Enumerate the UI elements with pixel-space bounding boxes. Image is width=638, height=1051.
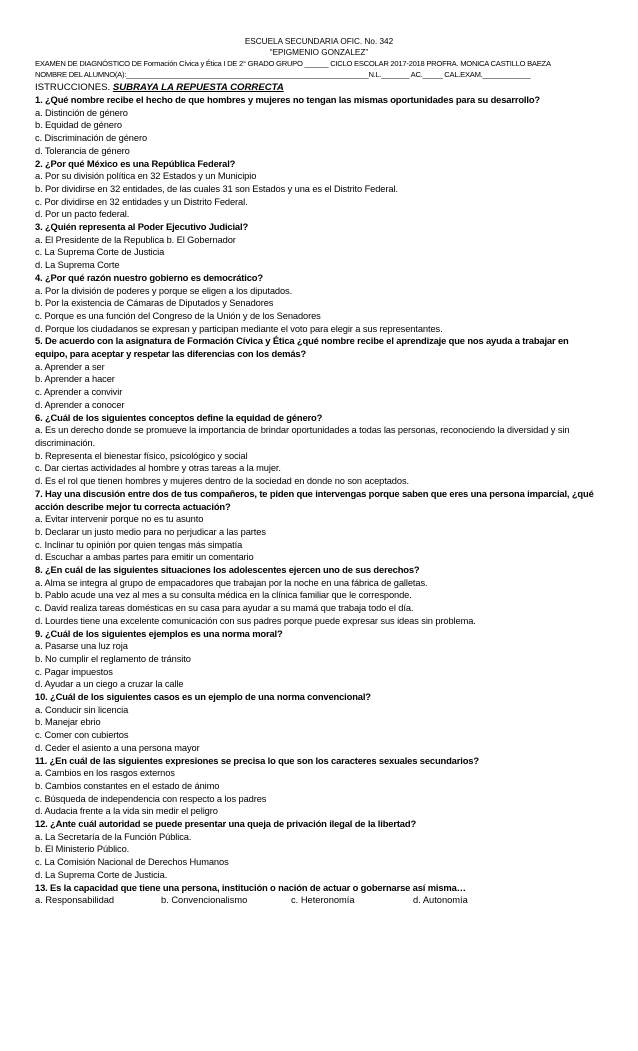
answer-option[interactable]: c. Inclinar tu opinión por quien tengas más simpatía	[35, 539, 243, 550]
question-text: 7. Hay una discusión entre dos de tus compañeros, te piden que intervengas porque saben que eres una persona imparcial, ¿qué acción describe mejor tu correcta actuación?	[35, 487, 594, 512]
answer-option[interactable]: a. Aprender a ser	[35, 361, 105, 372]
question-12	[35, 818, 603, 882]
question-text: 3. ¿Quién representa al Poder Ejecutivo Judicial?	[35, 221, 249, 233]
answer-option[interactable]: a. Alma se integra al grupo de empacadores que trabajan por la noche en una fábrica de galletas.	[35, 577, 428, 588]
school-name: “EPIGMENIO GONZALEZ”	[269, 48, 369, 57]
answer-option[interactable]: a. Conducir sin licencia	[35, 704, 129, 715]
question-4	[35, 272, 603, 336]
question-11	[35, 755, 603, 819]
question-text: 4. ¿Por qué razón nuestro gobierno es democrático?	[35, 271, 263, 283]
answer-option[interactable]: a. Evitar intervenir porque no es tu asunto	[35, 514, 204, 525]
question-10	[35, 691, 603, 755]
exam-page	[35, 36, 603, 907]
answer-option[interactable]: c. Dar ciertas actividades al hombre y otras tareas a la mujer.	[35, 463, 281, 474]
question-text: 1. ¿Qué nombre recibe el hecho de que hombres y mujeres no tengan las mismas oportunidades para su desarrollo?	[35, 94, 540, 105]
answer-option[interactable]: b. Pablo acude una vez al mes a su consulta médica en la clínica familiar que le corresponde.	[35, 590, 412, 601]
question-text: 10. ¿Cuál de los siguientes casos es un ejemplo de una norma convencional?	[35, 691, 371, 703]
answer-option[interactable]: d. Es el rol que tienen hombres y mujeres dentro de la sociedad en donde no son aceptados.	[35, 476, 409, 487]
question-8	[35, 564, 603, 628]
student-name-line: NOMBRE DEL ALUMNO(A):_____________________________________________________________N.L._______ AC._____ CAL.EXAM.____________	[35, 70, 531, 79]
question-13	[35, 882, 603, 907]
instructions	[35, 82, 603, 94]
answer-option[interactable]: b. Por dividirse en 32 entidades, de las cuales 31 son Estados y una es el Distrito Federal.	[35, 183, 398, 194]
question-2	[35, 158, 603, 222]
question-9	[35, 628, 603, 692]
answer-option[interactable]: d. Por un pacto federal.	[35, 209, 130, 220]
answer-option[interactable]: a. El Presidente de la Republica b. El Gobernador	[35, 234, 236, 245]
answer-option[interactable]: b. Convencionalismo	[161, 895, 248, 906]
question-text: 12. ¿Ante cuál autoridad se puede presentar una queja de privación ilegal de la libertad?	[35, 818, 417, 830]
answer-option[interactable]: b. Aprender a hacer	[35, 374, 115, 385]
answer-option[interactable]: d. Lourdes tiene una excelente comunicación con sus padres porque puede expresar sus ideas sin problema.	[35, 615, 476, 626]
answer-option[interactable]: d. Ceder el asiento a una persona mayor	[35, 742, 200, 753]
question-5	[35, 335, 603, 411]
question-7	[35, 488, 603, 564]
answer-option[interactable]: a. La Secretaría de la Función Pública.	[35, 831, 192, 842]
answer-option[interactable]: b. Manejar ebrio	[35, 717, 101, 728]
answer-option[interactable]: c. Por dividirse en 32 entidades y un Distrito Federal.	[35, 196, 248, 207]
answer-option[interactable]: b. Cambios constantes en el estado de ánimo	[35, 780, 220, 791]
question-3	[35, 221, 603, 272]
question-text: 13. Es la capacidad que tiene una persona, institución o nación de actuar o gobernarse así misma…	[35, 881, 466, 893]
answer-option[interactable]: c. La Suprema Corte de Justicia	[35, 247, 165, 258]
question-text: 11. ¿En cuál de las siguientes expresiones se precisa lo que son los caracteres sexuales secundarios?	[35, 754, 479, 766]
answer-option[interactable]: d. Porque los ciudadanos se expresan y participan mediante el voto para elegir a sus representantes.	[35, 323, 443, 334]
answer-option[interactable]: a. Cambios en los rasgos externos	[35, 768, 175, 779]
instructions-text: SUBRAYA LA REPUESTA CORRECTA	[112, 82, 284, 93]
answer-option[interactable]: d. Autonomía	[413, 895, 468, 906]
question-text: 2. ¿Por qué México es una República Federal?	[35, 157, 236, 169]
answer-option[interactable]: b. No cumplir el reglamento de tránsito	[35, 653, 191, 664]
answer-option[interactable]: a. Por la división de poderes y porque se eligen a los diputados.	[35, 285, 293, 296]
question-text: 5. De acuerdo con la asignatura de Formación Cívica y Ética ¿qué nombre recibe el aprendizaje que nos ayuda a trabajar en equipo, para aceptar y respetar las diferencias con los demás?	[35, 335, 569, 360]
answer-option[interactable]: b. Declarar un justo medio para no perjudicar a las partes	[35, 526, 266, 537]
question-text: 9. ¿Cuál de los siguientes ejemplos es una norma moral?	[35, 627, 283, 639]
answer-option[interactable]: b. El Ministerio Público.	[35, 844, 130, 855]
answer-option[interactable]: c. Porque es una función del Congreso de la Unión y de los Senadores	[35, 310, 321, 321]
answer-option[interactable]: a. Es un derecho donde se promueve la importancia de brindar oportunidades a todas las personas, reconociendo la diversidad y sin discriminación.	[35, 425, 570, 448]
answer-options-row	[35, 894, 603, 907]
answer-option[interactable]: c. La Comisión Nacional de Derechos Humanos	[35, 857, 229, 868]
question-text: 6. ¿Cuál de los siguientes conceptos define la equidad de género?	[35, 411, 323, 423]
answer-option[interactable]: b. Por la existencia de Cámaras de Diputados y Senadores	[35, 298, 274, 309]
answer-option[interactable]: a. Pasarse una luz roja	[35, 641, 128, 652]
answer-option[interactable]: d. La Suprema Corte de Justicia.	[35, 869, 168, 880]
answer-option[interactable]: d. Aprender a conocer	[35, 399, 125, 410]
answer-option[interactable]: c. Búsqueda de independencia con respecto a los padres	[35, 793, 267, 804]
answer-option[interactable]: a. Por su división política en 32 Estados y un Municipio	[35, 171, 257, 182]
answer-option[interactable]: c. David realiza tareas domésticas en su casa para ayudar a su mamá que trabaja todo el día.	[35, 603, 414, 614]
question-1	[35, 94, 603, 158]
answer-option[interactable]: b. Equidad de género	[35, 120, 122, 131]
instructions-label: ISTRUCCIONES.	[35, 82, 111, 93]
exam-info-line: EXAMEN DE DIAGNÓSTICO DE Formación Cívica y Ética I DE 2° GRADO GRUPO ______ CICLO ESCOLAR 2017-2018 PROFRA. MONICA CASTILLO BAEZA	[35, 59, 551, 68]
answer-option[interactable]: d. Tolerancia de género	[35, 145, 130, 156]
question-text: 8. ¿En cuál de las siguientes situaciones los adolescentes ejercen uno de sus derechos?	[35, 564, 420, 576]
answer-option[interactable]: c. Pagar impuestos	[35, 666, 113, 677]
answer-option[interactable]: a. Responsabilidad	[35, 895, 115, 906]
answer-option[interactable]: d. Audacia frente a la vida sin medir el peligro	[35, 806, 218, 817]
answer-option[interactable]: b. Representa el bienestar físico, psicológico y social	[35, 450, 248, 461]
answer-option[interactable]: d. La Suprema Corte	[35, 260, 120, 271]
question-6	[35, 412, 603, 488]
answer-option[interactable]: c. Heteronomía	[291, 895, 355, 906]
answer-option[interactable]: d. Ayudar a un ciego a cruzar la calle	[35, 679, 184, 690]
answer-option[interactable]: d. Escuchar a ambas partes para emitir un comentario	[35, 552, 254, 563]
answer-option[interactable]: c. Discriminación de género	[35, 133, 148, 144]
answer-option[interactable]: c. Aprender a convivir	[35, 387, 123, 398]
answer-option[interactable]: c. Comer con cubiertos	[35, 730, 129, 741]
school-title: ESCUELA SECUNDARIA OFIC. No. 342	[244, 37, 394, 46]
answer-option[interactable]: a. Distinción de género	[35, 107, 128, 118]
